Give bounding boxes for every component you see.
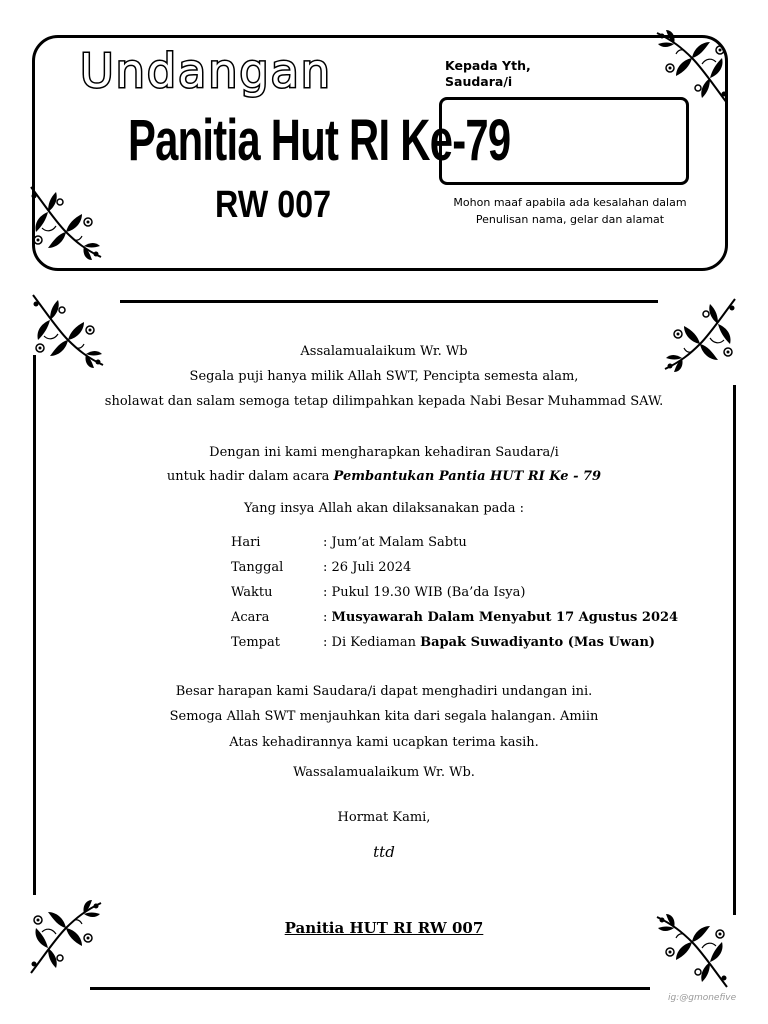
frame-top-border [120,300,658,303]
frame-left-border [33,355,36,895]
detail-row-event: Acara : Musyawarah Dalam Menyabut 17 Agustus 2024 [231,610,679,625]
floral-corner-icon [26,898,106,978]
recipient-line-1: Kepada Yth, [445,58,531,73]
farewell: Wassalamualaikum Wr. Wb. [293,765,475,780]
title-rw: RW 007 [215,184,332,226]
invite-line-1: Dengan ini kami mengharapkan kehadiran Saudara/i [209,445,559,460]
event-name: Pembantukan Pantia HUT RI Ke - 79 [333,469,602,484]
floral-corner-icon [652,28,732,108]
title-undangan: Undangan [80,44,332,98]
detail-row-place: Tempat : Di Kediaman Bapak Suwadiyanto (Mas Uwan) [231,635,656,650]
regards: Hormat Kami, [337,810,431,825]
event-details [231,530,678,655]
closing-line-2: Semoga Allah SWT menjauhkan kita dari segala halangan. Amiin [169,709,599,724]
floral-corner-icon [26,182,106,262]
frame-bottom-border [90,987,650,990]
apology-note [439,194,701,228]
closing-line-1: Besar harapan kami Saudara/i dapat menghadiri undangan ini. [175,684,593,699]
detail-row-time: Waktu : Pukul 19.30 WIB (Ba’da Isya) [231,585,526,600]
invite-prefix: untuk hadir dalam acara [166,469,334,484]
signature: ttd [373,843,395,861]
detail-row-date: Tanggal : 26 Juli 2024 [231,560,412,575]
watermark: ig:@gmonefive [668,993,737,1003]
intro-line-2: sholawat dan salam semoga tetap dilimpahkan kepada Nabi Besar Muhammad SAW. [104,394,664,409]
apology-line-2: Penulisan nama, gelar dan alamat [475,213,665,226]
frame-right-border [733,385,736,915]
detail-row-day: Hari : Jum’at Malam Sabtu [231,535,467,550]
invite-line-2 [60,464,708,489]
intro-line-1: Segala puji hanya milik Allah SWT, Pencipta semesta alam, [189,369,579,384]
recipient-name-box [439,97,689,185]
greeting: Assalamualaikum Wr. Wb [300,344,468,359]
apology-line-1: Mohon maaf apabila ada kesalahan dalam [453,196,687,209]
recipient-line-2: Saudara/i [445,74,513,89]
recipient-label [445,58,531,90]
title-event: Panitia Hut RI Ke-79 [128,108,511,173]
closing-line-3: Atas kehadirannya kami ucapkan terima kasih. [229,735,539,750]
committee-name: Panitia HUT RI RW 007 [284,919,484,937]
schedule-intro: Yang insya Allah akan dilaksanakan pada : [243,501,525,516]
